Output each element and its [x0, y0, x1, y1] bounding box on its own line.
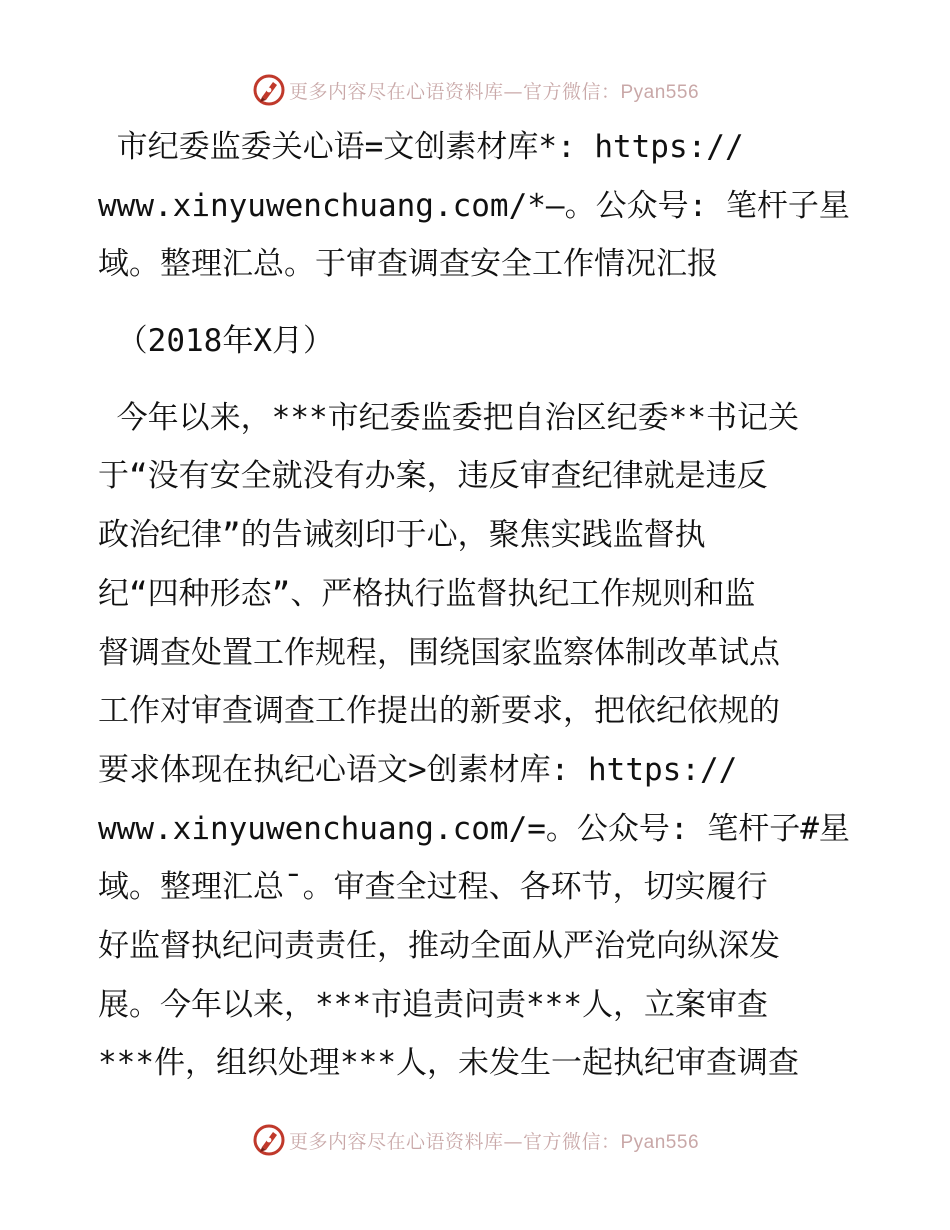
body-line: 好监督执纪问责责任，推动全面从严治党向纵深发	[98, 927, 780, 964]
pen-circle-logo-icon	[251, 72, 287, 108]
intro-line: www.xinyuwenchuang.com/*—。公众号: 笔杆子星	[98, 187, 850, 224]
body-line: 今年以来，***市纪委监委把自治区纪委**书记关	[98, 399, 799, 436]
body-line: 工作对审查调查工作提出的新要求，把依纪依规的	[98, 693, 780, 730]
watermark-banner-bottom	[0, 1120, 950, 1160]
watermark-handle: Pyan556	[620, 1131, 700, 1153]
watermark-banner-top	[0, 70, 950, 110]
pen-circle-logo-icon	[251, 1122, 287, 1158]
watermark-handle: Pyan556	[620, 81, 700, 103]
body-line: 于“没有安全就没有办案，违反审查纪律就是违反	[98, 458, 768, 495]
body-line: 政治纪律”的告诫刻印于心，聚焦实践监督执	[98, 517, 706, 554]
body-line: 督调查处置工作规程，围绕国家监察体制改革试点	[98, 634, 780, 671]
body-line: 展。今年以来，***市追责问责***人，立案审查	[98, 986, 768, 1023]
body-line: 纪“四种形态”、严格执行监督执纪工作规则和监	[98, 575, 756, 612]
body-line: ***件，组织处理***人，未发生一起执纪审查调查	[98, 1045, 799, 1082]
document-body	[98, 118, 858, 1093]
body-line: www.xinyuwenchuang.com/=。公众号: 笔杆子#星	[98, 810, 850, 847]
body-line: 域。整理汇总¯。审查全过程、各环节，切实履行	[98, 869, 768, 906]
intro-line: 域。整理汇总。于审查调查安全工作情况汇报	[98, 246, 718, 283]
date-line: （2018年X月）	[98, 323, 334, 360]
intro-line: 市纪委监委关心语=文创素材库*: https://	[98, 129, 744, 165]
body-line: 要求体现在执纪心语文>创素材库: https://	[98, 751, 738, 788]
watermark-text: 更多内容尽在心语资料库—官方微信：Pyan556	[288, 1130, 700, 1153]
watermark-text: 更多内容尽在心语资料库—官方微信：Pyan556	[288, 80, 700, 103]
